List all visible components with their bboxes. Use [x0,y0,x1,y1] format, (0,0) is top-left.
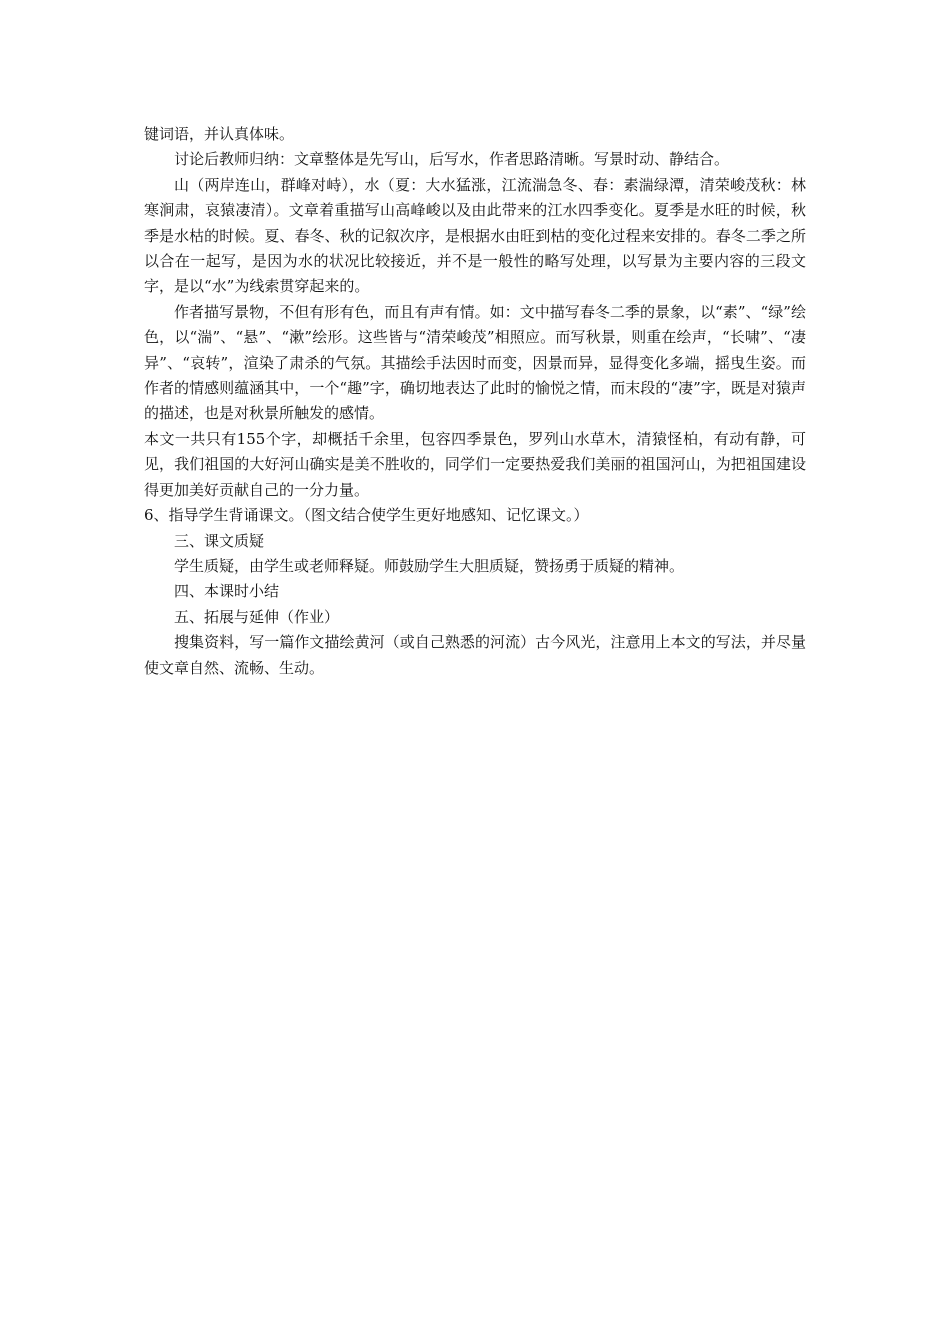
heading-summary: 四、本课时小结 [174,582,280,601]
paragraph-continuation: 键词语，并认真体味。 [144,125,295,143]
paragraph-homework: 搜集资料，写一篇作文描绘黄河（或自己熟悉的河流）古今风光，注意用上本文的写法，并尽量使文章自然、流畅、生动。 [144,633,806,677]
paragraph-conclusion: 本文一共只有155个字，却概括千余里，包容四季景色，罗列山水草木，清猿怪柏，有动有静，可见，我们祖国的大好河山确实是美不胜收的，同学们一定要热爱我们美丽的祖国河山，为把祖国建设得更加美好贡献自己的一分力量。 [144,429,806,499]
document-page [144,122,806,681]
paragraph-scenery-description: 作者描写景物，不但有形有色，而且有声有情。如：文中描写春冬二季的景象，以“素”、“绿”绘色，以“湍”、“悬”、“漱”绘形。这些皆与“清荣峻茂”相照应。而写秋景，则重在绘声，“长啸”、“凄异”、“哀转”，渲染了肃杀的气氛。其描绘手法因时而变，因景而异，显得变化多端，摇曳生姿。而作者的情感则蕴涵其中，一个“趣”字，确切地表达了此时的愉悦之情，而末段的“凄”字，既是对猿声的描述，也是对秋景所触发的感情。 [144,302,806,423]
heading-extension: 五、拓展与延伸（作业） [174,607,340,626]
heading-questions: 三、课文质疑 [174,531,265,550]
paragraph-mountain-water: 山（两岸连山，群峰对峙），水（夏：大水猛涨，江流湍急冬、春：素湍绿潭，清荣峻茂秋：林寒涧肃，哀猿凄清）。文章着重描写山高峰峻以及由此带来的江水四季变化。夏季是水旺的时候，秋季是水枯的时候。夏、春冬、秋的记叙次序，是根据水由旺到枯的变化过程来安排的。春冬二季之所以合在一起写，是因为水的状况比较接近，并不是一般性的略写处理，以写景为主要内容的三段文字，是以“水”为线索贯穿起来的。 [144,175,806,296]
paragraph-questions: 学生质疑，由学生或老师释疑。师鼓励学生大胆质疑，赞扬勇于质疑的精神。 [174,556,685,575]
paragraph-teacher-summary: 讨论后教师归纳：文章整体是先写山，后写水，作者思路清晰。写景时动、静结合。 [174,150,730,169]
paragraph-recitation: 6、指导学生背诵课文。（图文结合使学生更好地感知、记忆课文。） [144,506,589,525]
